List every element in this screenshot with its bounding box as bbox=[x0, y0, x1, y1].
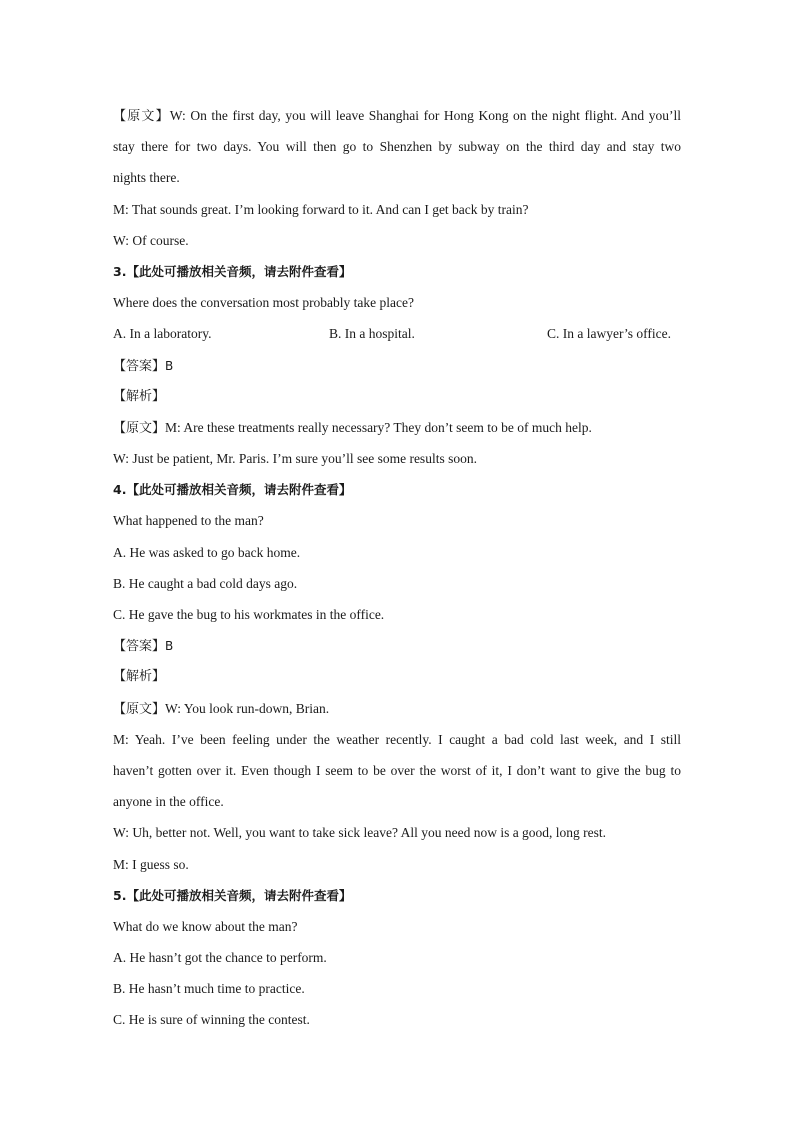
options-row-3 bbox=[113, 318, 681, 349]
question-header-5[interactable]: 5.【此处可播放相关音频，请去附件查看】 bbox=[113, 887, 352, 903]
answer-tag: 【答案】 bbox=[113, 358, 166, 374]
option-a: A. In a laboratory. bbox=[113, 326, 212, 342]
transcript-line bbox=[113, 693, 681, 724]
transcript-line: M: I guess so. bbox=[113, 856, 189, 872]
question-text-4: What happened to the man? bbox=[113, 513, 264, 529]
transcript-text: M: Are these treatments really necessary? They don’t seem to be of much help. bbox=[165, 419, 592, 435]
transcript-tag: 【原文】 bbox=[113, 109, 170, 124]
transcript-line: M: Yeah. I’ve been feeling under the weather recently. I caught a bad cold last week, and I still bbox=[113, 731, 681, 747]
option-b: B. He hasn’t much time to practice. bbox=[113, 981, 305, 997]
question-header-3[interactable]: 3.【此处可播放相关音频，请去附件查看】 bbox=[113, 263, 352, 279]
transcript-tag: 【原文】 bbox=[113, 701, 166, 717]
transcript-line: anyone in the office. bbox=[113, 794, 224, 810]
transcript-line: W: Of course. bbox=[113, 232, 189, 248]
analysis-tag-4: 【解析】 bbox=[113, 669, 166, 685]
answer-line-3 bbox=[113, 350, 681, 381]
question-header-4[interactable]: 4.【此处可播放相关音频，请去附件查看】 bbox=[113, 482, 352, 498]
transcript-line bbox=[113, 100, 681, 131]
answer-value: B bbox=[165, 639, 174, 654]
answer-line-4 bbox=[113, 630, 681, 661]
question-text-5: What do we know about the man? bbox=[113, 918, 298, 934]
option-c: C. In a lawyer’s office. bbox=[547, 326, 671, 342]
transcript-text: W: You look run-down, Brian. bbox=[165, 700, 330, 716]
transcript-line: W: Uh, better not. Well, you want to take sick leave? All you need now is a good, long rest. bbox=[113, 825, 607, 841]
option-a: A. He was asked to go back home. bbox=[113, 544, 301, 560]
transcript-line: nights there. bbox=[113, 170, 180, 186]
question-text-3: Where does the conversation most probably take place? bbox=[113, 295, 415, 311]
option-c: C. He is sure of winning the contest. bbox=[113, 1012, 310, 1028]
option-b: B. He caught a bad cold days ago. bbox=[113, 575, 298, 591]
transcript-line bbox=[113, 412, 681, 443]
transcript-line: M: That sounds great. I’m looking forward to it. And can I get back by train? bbox=[113, 201, 529, 217]
transcript-line: W: Just be patient, Mr. Paris. I’m sure you’ll see some results soon. bbox=[113, 451, 477, 467]
transcript-line: stay there for two days. You will then go to Shenzhen by subway on the third day and stay two bbox=[113, 139, 681, 155]
answer-tag: 【答案】 bbox=[113, 639, 166, 655]
answer-value: B bbox=[165, 358, 174, 373]
transcript-tag: 【原文】 bbox=[113, 420, 166, 436]
option-b: B. In a hospital. bbox=[329, 326, 415, 342]
analysis-tag-3: 【解析】 bbox=[113, 388, 166, 404]
transcript-line: haven’t gotten over it. Even though I seem to be over the worst of it, I don’t want to give the bug to bbox=[113, 762, 681, 778]
transcript-text: W: On the first day, you will leave Shanghai for Hong Kong on the night flight. And you’ll bbox=[169, 108, 681, 123]
option-a: A. He hasn’t got the chance to perform. bbox=[113, 950, 327, 966]
document-page bbox=[113, 100, 681, 1036]
option-c: C. He gave the bug to his workmates in the office. bbox=[113, 607, 385, 622]
